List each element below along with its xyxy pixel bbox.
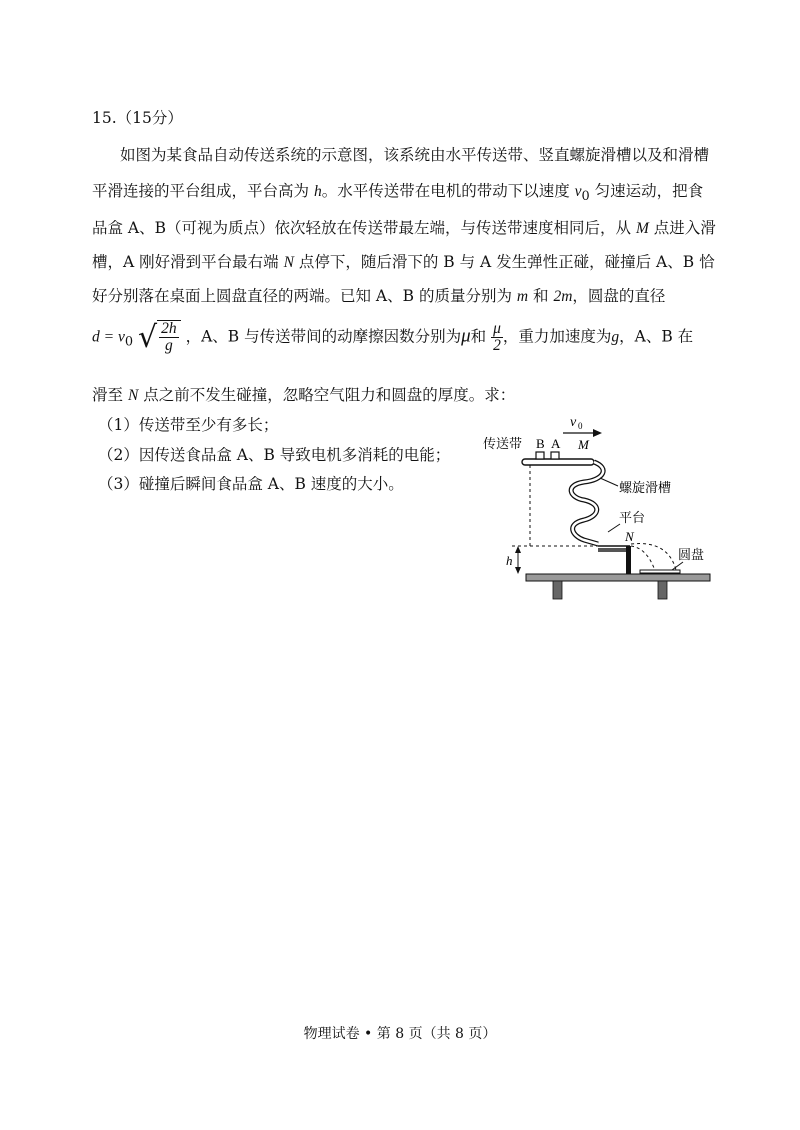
intro-6a: ，A、B 与传送带间的动摩擦因数分别为	[185, 327, 462, 346]
intro-3b: 点进入滑	[648, 219, 716, 237]
spiral-chute	[571, 462, 603, 544]
box-b-label: B	[536, 436, 545, 451]
var-v0: v	[574, 183, 582, 200]
intro-4b: 点停下，随后滑下的 B 与 A 发生弹性正碰，碰撞后 A、B 恰	[293, 253, 715, 271]
platform-label: 平台	[619, 511, 646, 526]
d-equation-sub: 0	[124, 334, 134, 350]
intro-3a: 品盒 A、B（可视为质点）依次轻放在传送带最左端，与传送带速度相同后，从	[92, 219, 636, 237]
page-footer: 物理试卷 • 第 8 页（共 8 页）	[303, 1026, 497, 1042]
conveyor-belt	[522, 459, 594, 465]
mu-num: μ	[493, 319, 501, 337]
box-a-label: A	[551, 436, 561, 451]
var-n-point: N	[283, 254, 294, 271]
h-label: h	[506, 553, 513, 568]
trajectory-near	[631, 546, 654, 568]
intro-line-6	[92, 320, 693, 355]
intro-line-1: 如图为某食品自动传送系统的示意图，该系统由水平传送带、竖直螺旋滑槽以及和滑槽	[120, 146, 710, 164]
disk-label: 圆盘	[678, 548, 705, 563]
box-b	[536, 452, 544, 459]
h-arrow-up	[515, 546, 521, 553]
spiral-label-leader	[600, 478, 618, 486]
var-2m: 2m	[553, 288, 573, 305]
intro-6c: ，重力加速度为	[502, 327, 612, 346]
belt-label: 传送带	[483, 437, 523, 452]
sqrt-den: g	[165, 337, 173, 355]
intro-6b: 和	[470, 327, 487, 346]
intro-2a: 平滑连接的平台组成，平台高为	[92, 182, 314, 200]
intro-line-5	[92, 284, 665, 306]
var-mu: μ	[461, 325, 471, 347]
intro-line-3	[92, 216, 716, 238]
table-leg-left	[553, 581, 562, 599]
subquestion-2: （2）因传送食品盒 A、B 导致电机多消耗的电能；	[98, 446, 451, 464]
point-m-label: M	[578, 437, 589, 452]
sqrt-sign: √	[138, 319, 158, 355]
table-top	[526, 574, 710, 581]
h-arrow-down	[515, 567, 521, 574]
intro-5a: 好分别落在桌面上圆盘直径的两端。已知 A、B 的质量分别为	[92, 287, 517, 305]
intro-line-2	[92, 179, 703, 204]
intro-5b: 和	[528, 287, 554, 305]
subquestion-3: （3）碰撞后瞬间食品盒 A、B 速度的大小。	[98, 475, 404, 493]
intro-7a: 滑至	[92, 386, 128, 404]
var-m-point: M	[635, 220, 649, 237]
intro-line-7	[92, 383, 515, 405]
sqrt-bar	[157, 320, 181, 355]
intro-2b: 。水平传送带在电机的带动下以速度	[321, 182, 575, 200]
spiral-label: 螺旋滑槽	[619, 481, 672, 496]
var-m: m	[516, 288, 529, 305]
velocity-arrowhead	[593, 429, 602, 437]
var-h: h	[313, 183, 322, 200]
platform-hatch	[598, 548, 628, 552]
platform-body	[626, 546, 631, 574]
intro-6d: ，A、B 在	[619, 327, 694, 346]
sqrt-expression	[138, 320, 181, 355]
intro-5c: ，圆盘的直径	[572, 287, 666, 305]
intro-line-4	[92, 250, 715, 272]
var-n-point-2: N	[127, 387, 139, 404]
var-v0-sub: 0	[581, 189, 590, 205]
intro-4a: 槽，A 刚好滑到平台最右端	[92, 253, 284, 271]
question-number: 15.（15分）	[92, 109, 183, 127]
v0-sub: 0	[578, 421, 583, 431]
v0-label: v	[570, 415, 577, 430]
intro-7b: 点之前不发生碰撞，忽略空气阻力和圆盘的厚度。求：	[138, 386, 516, 404]
sqrt-num: 2h	[161, 320, 177, 337]
conveyor-diagram	[478, 408, 718, 604]
disk	[640, 570, 680, 573]
subquestion-1: （1）传送带至少有多长；	[98, 416, 279, 434]
table-leg-right	[658, 581, 667, 599]
var-g: g	[611, 328, 620, 346]
mu-fraction	[491, 321, 503, 355]
sqrt-fraction	[159, 321, 179, 355]
d-equation: d = v	[92, 328, 125, 346]
mu-den: 2	[493, 336, 501, 354]
point-n-label: N	[625, 529, 634, 544]
box-a	[551, 452, 559, 459]
intro-2c: 匀速运动，把食	[589, 182, 704, 200]
